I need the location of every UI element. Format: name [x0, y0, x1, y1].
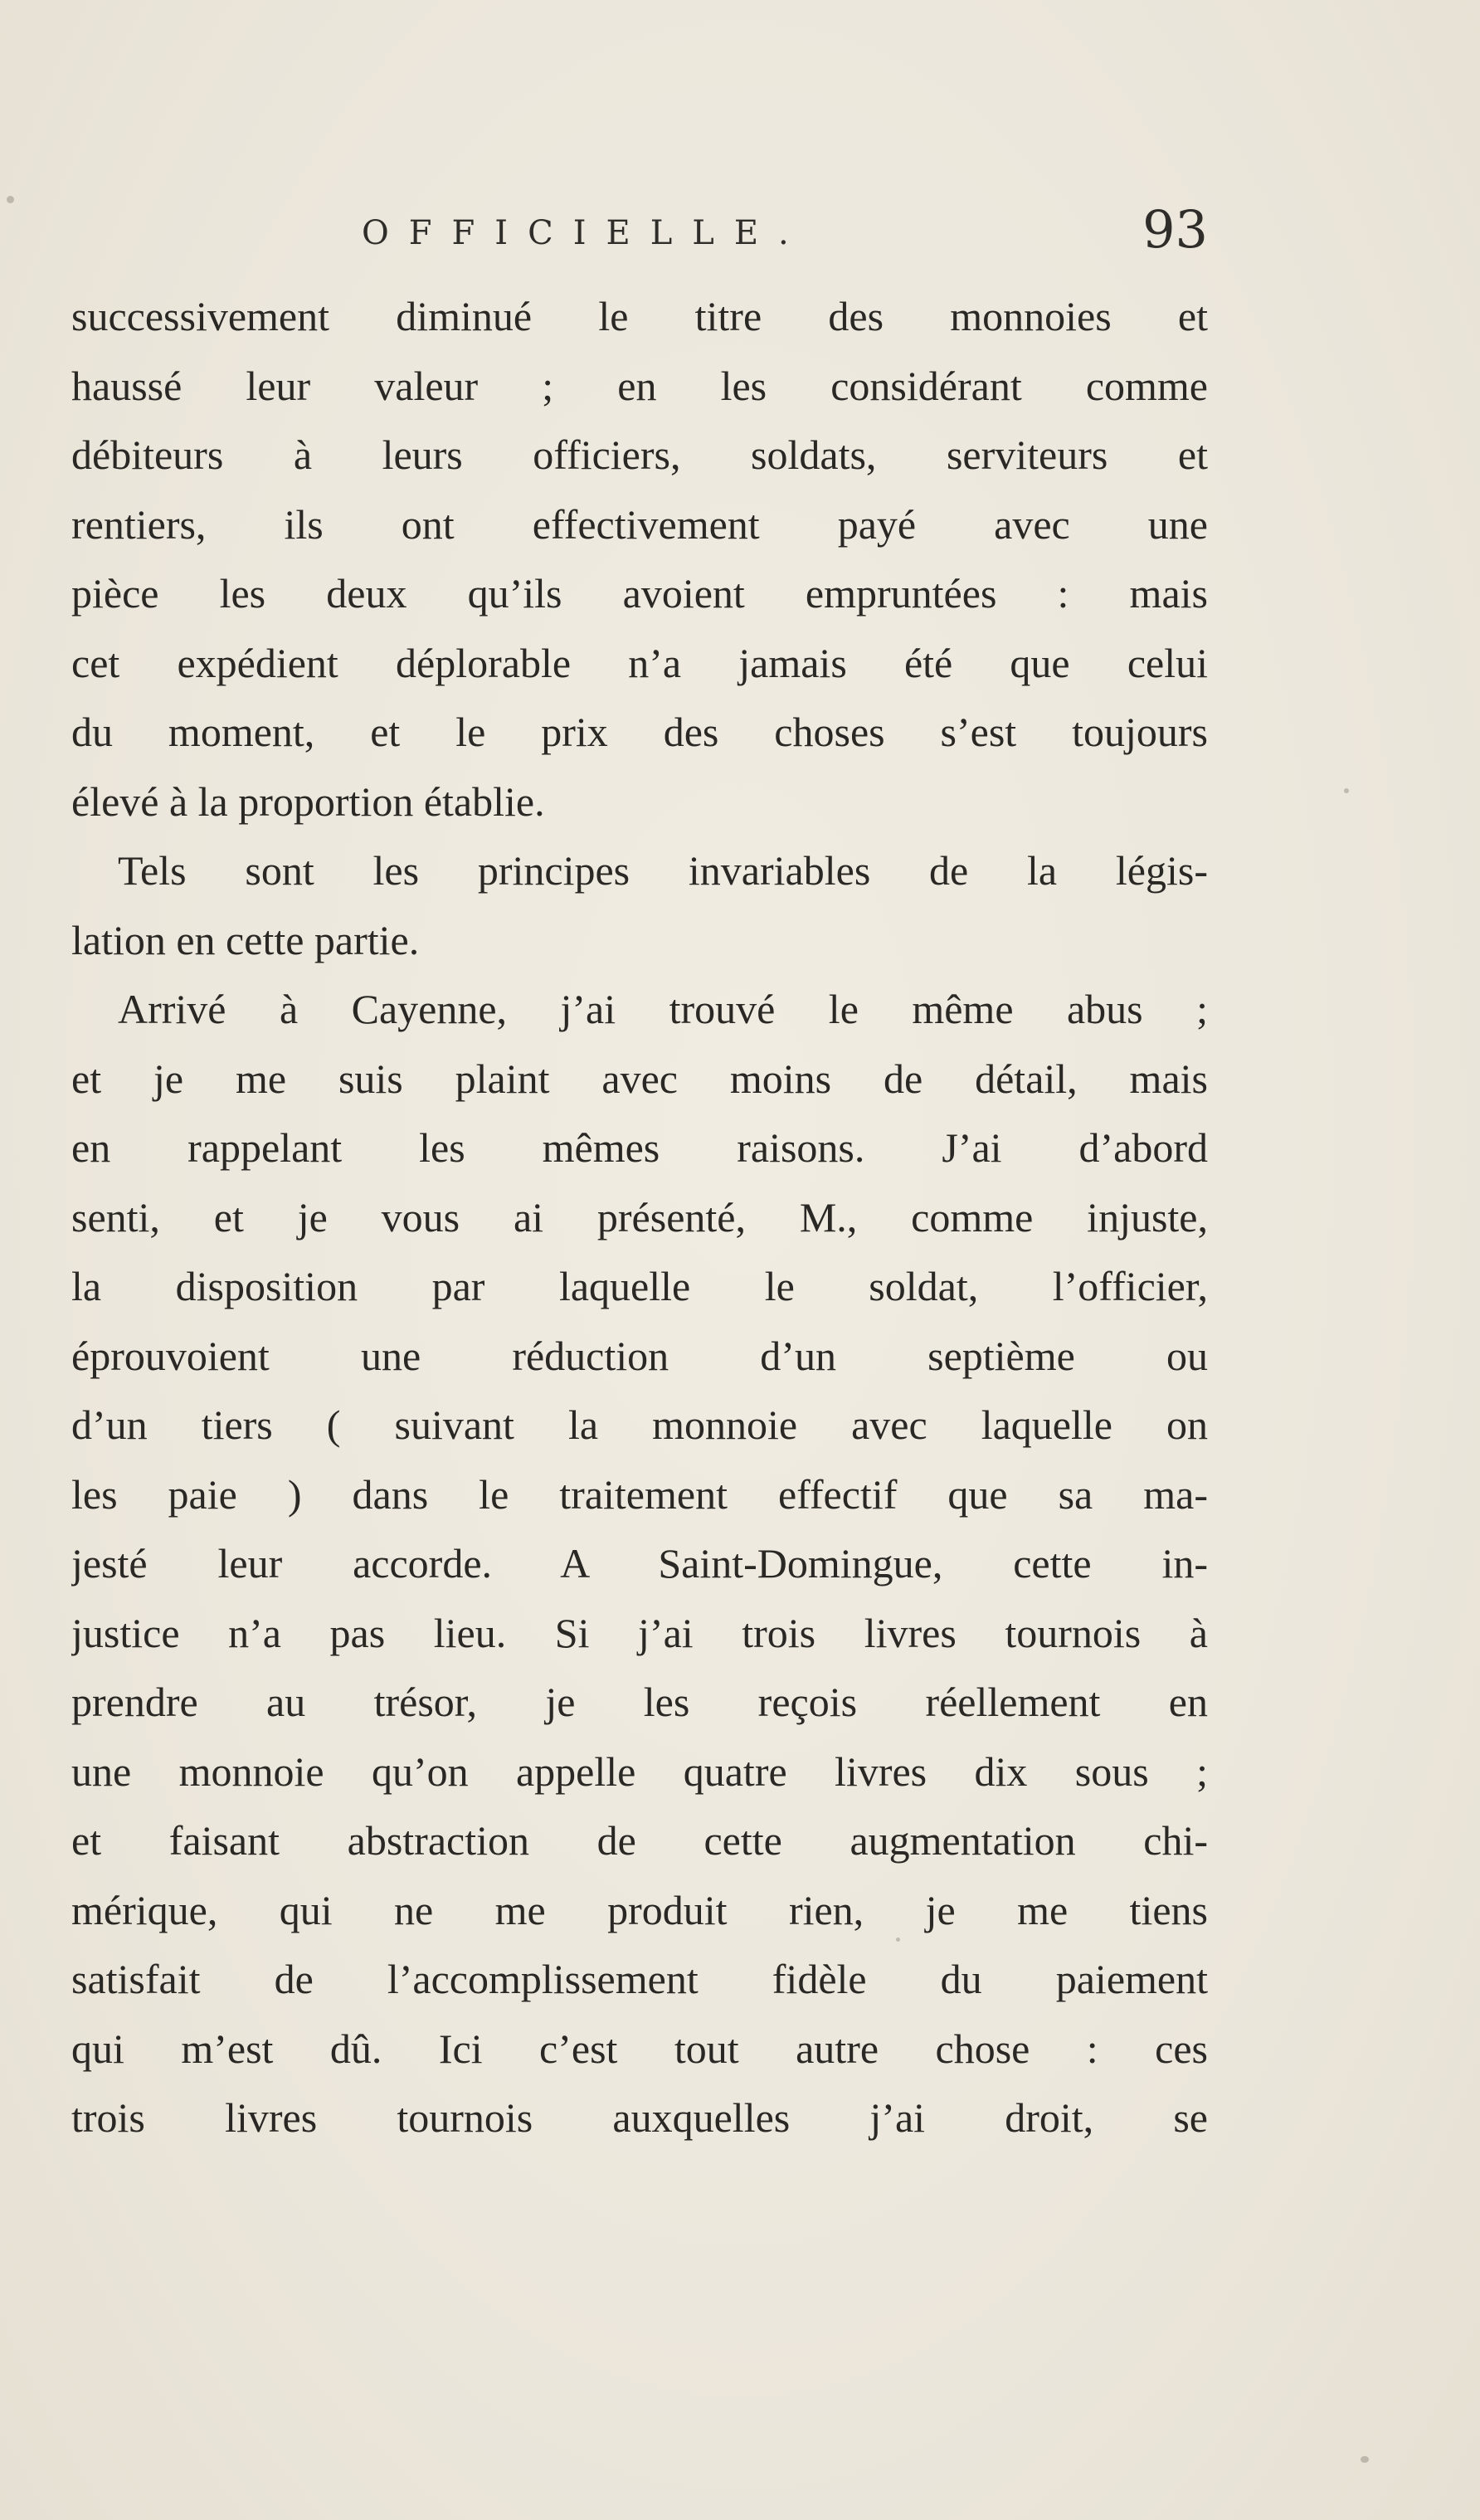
text-line: et je me suis plaint avec moins de détail, mais [71, 1055, 1208, 1102]
paper-speck [1361, 2456, 1369, 2463]
text-line: une monnoie qu’on appelle quatre livres dix sous ; [71, 1747, 1208, 1795]
text-line: éprouvoient une réduction d’un septième ou [71, 1332, 1208, 1379]
text-line: rentiers, ils ont effectivement payé avec une [71, 500, 1208, 548]
page-number: 93 [1142, 199, 1208, 260]
text-line: du moment, et le prix des choses s’est toujours [71, 709, 1208, 755]
text-line: prendre au trésor, je les reçois réellement en [71, 1679, 1208, 1725]
text-line: élevé à la proportion établie. [71, 777, 545, 825]
text-line: débiteurs à leurs officiers, soldats, serviteurs et [71, 431, 1208, 478]
text-line: la disposition par laquelle le soldat, l’officier, [71, 1263, 1208, 1309]
paper-speck [1344, 788, 1349, 793]
text-line: Arrivé à Cayenne, j’ai trouvé le même abus ; [118, 986, 1208, 1032]
text-line: qui m’est dû. Ici c’est tout autre chose : ces [71, 2025, 1208, 2072]
text-line: successivement diminué le titre des monnoies et [71, 293, 1208, 339]
text-line: jesté leur accorde. A Saint-Domingue, cette in- [71, 1540, 1208, 1587]
body-text [71, 282, 1208, 2153]
text-line: satisfait de l’accomplissement fidèle du paiement [71, 1956, 1208, 2002]
page-header [71, 199, 1208, 274]
paper-speck [7, 196, 14, 203]
text-line: justice n’a pas lieu. Si j’ai trois livres tournois à [71, 1609, 1208, 1656]
text-line: pièce les deux qu’ils avoient empruntées : mais [71, 570, 1208, 617]
text-line: les paie ) dans le traitement effectif que sa ma- [71, 1470, 1208, 1518]
text-line: lation en cette partie. [71, 916, 420, 963]
text-line: d’un tiers ( suivant la monnoie avec laquelle on [71, 1401, 1208, 1448]
text-line: et faisant abstraction de cette augmentation chi- [71, 1817, 1208, 1864]
running-head: OFFICIELLE. [362, 214, 809, 252]
text-line: senti, et je vous ai présenté, M., comme injuste, [71, 1193, 1208, 1241]
text-line: mérique, qui ne me produit rien, je me tiens [71, 1886, 1208, 1933]
text-line: haussé leur valeur ; en les considérant comme [71, 362, 1208, 409]
text-line: en rappelant les mêmes raisons. J’ai d’abord [71, 1124, 1208, 1171]
text-line: Tels sont les principes invariables de la légis- [118, 847, 1208, 894]
text-line: cet expédient déplorable n’a jamais été que celui [71, 639, 1208, 686]
text-line: trois livres tournois auxquelles j’ai droit, se [71, 2094, 1208, 2141]
